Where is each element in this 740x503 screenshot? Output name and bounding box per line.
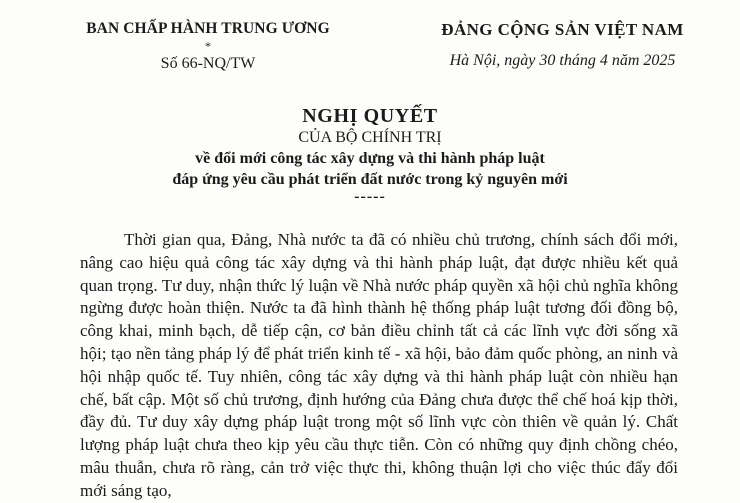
title-block — [0, 104, 740, 204]
party-block — [400, 20, 725, 70]
title-separator: ----- — [354, 188, 386, 205]
issuer-line: CỦA BỘ CHÍNH TRỊ — [298, 129, 442, 146]
star-mark: * — [205, 39, 211, 53]
subject-line-1: về đổi mới công tác xây dựng và thi hành pháp luật — [195, 150, 545, 167]
document-number: Số 66-NQ/TW — [160, 55, 256, 72]
issuing-authority-block — [48, 20, 368, 73]
place-date: Hà Nội, ngày 30 tháng 4 năm 2025 — [449, 52, 676, 69]
organization-name: BAN CHẤP HÀNH TRUNG ƯƠNG — [86, 20, 330, 37]
subject-line-2: đáp ứng yêu cầu phát triển đất nước trong kỷ nguyên mới — [172, 171, 568, 188]
document-type: NGHỊ QUYẾT — [302, 105, 438, 127]
party-name: ĐẢNG CỘNG SẢN VIỆT NAM — [441, 20, 684, 39]
body-paragraph: Thời gian qua, Đảng, Nhà nước ta đã có nhiều chủ trương, chính sách đổi mới, nâng cao hiệu quả công tác xây dựng và thi hành pháp luật, đạt được nhiều kết quả quan trọng. Tư duy, nhận thức lý luận về Nhà nước pháp quyền xã hội chủ nghĩa không ngừng được hoàn thiện. Nước ta đã hình thành hệ thống pháp luật tương đối đồng bộ, công khai, minh bạch, dễ tiếp cận, cơ bản điều chỉnh tất cả các lĩnh vực đời sống xã hội; tạo nền tảng pháp lý để phát triển kinh tế - xã hội, bảo đảm quốc phòng, an ninh và hội nhập quốc tế. Tuy nhiên, công tác xây dựng và thi hành pháp luật còn nhiều hạn chế, bất cập. Một số chủ trương, định hướng của Đảng chưa được thể chế hoá kịp thời, đầy đủ. Tư duy xây dựng pháp luật trong một số lĩnh vực còn thiên về quản lý. Chất lượng pháp luật chưa theo kịp yêu cầu thực tiễn. Còn có những quy định chồng chéo, mâu thuẫn, chưa rõ ràng, cản trở việc thực thi, không thuận lợi cho việc thúc đẩy đổi mới sáng tạo, — [80, 230, 678, 500]
